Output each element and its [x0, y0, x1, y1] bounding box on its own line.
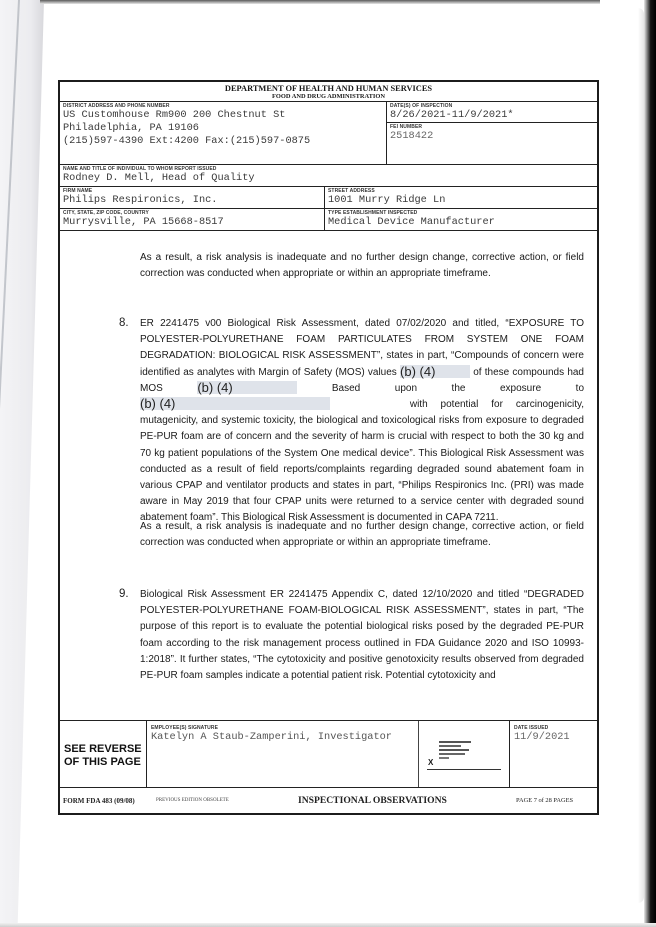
employee-signature-value: Katelyn A Staub-Zamperini, Investigator — [151, 731, 392, 743]
redaction-box-3: (b) (4) — [140, 397, 330, 410]
firm-value: Philips Respironics, Inc. — [63, 194, 218, 206]
fei-value: 2518422 — [390, 130, 434, 142]
recipient-cell — [60, 165, 597, 186]
signature-x-mark: X — [428, 758, 434, 767]
item-8-paragraph — [140, 316, 584, 527]
scan-shadow-right — [644, 0, 656, 927]
inspection-dates-label: DATE(S) OF INSPECTION — [390, 103, 453, 109]
item-8-number: 8. — [119, 317, 129, 329]
redaction-box-1: (b) (4) — [400, 365, 470, 378]
inspection-dates-value: 8/26/2021-11/9/2021* — [390, 109, 514, 121]
district-row — [60, 102, 597, 165]
district-phone: (215)597-4390 Ext:4200 Fax:(215)597-0875 — [63, 135, 311, 147]
signature-line — [427, 769, 501, 770]
district-cell — [60, 102, 386, 164]
date-issued-label: DATE ISSUED — [514, 725, 549, 731]
establishment-label: TYPE ESTABLISHMENT INSPECTED — [328, 210, 418, 216]
item-8-text-a: ER 2241475 v00 Biological Risk Assessment, dated 07/02/2020 and titled, “EXPOSURE TO POLYESTER-POLYURETHANE FOAM PARTICULATES FROM SYSTEM ONE FOAM DEGRADATION: BIOLOGICAL RISK ASSESSMENT”, states in part, “Compounds of concern were identified as analytes with Margin of Safety (MOS) values — [140, 318, 584, 378]
fei-box — [387, 123, 597, 143]
city-row — [60, 209, 597, 231]
agency-title: FOOD AND DRUG ADMINISTRATION — [272, 93, 385, 100]
fda-483-form — [58, 80, 599, 815]
establishment-value: Medical Device Manufacturer — [328, 216, 495, 228]
recipient-value: Rodney D. Mell, Head of Quality — [63, 172, 255, 184]
firm-label: FIRM NAME — [63, 188, 93, 194]
form-header — [60, 82, 597, 102]
district-label: DISTRICT ADDRESS AND PHONE NUMBER — [63, 103, 170, 109]
scan-top-shadow — [40, 0, 600, 4]
item-9-paragraph: Biological Risk Assessment ER 2241475 Appendix C, dated 12/10/2020 and titled “DEGRADED POLYESTER-POLYURETHANE FOAM-BIOLOGICAL RISK ASSESSMENT”, states in part, “The purpose of this report is to evaluate the potential biological risks posed by the degraded PE-PUR foam according to the risk management process outlined in FDA Guidance 2020 and ISO 10993-1:2018”. It further states, “The cytotoxicity and positive genotoxicity results observed from degraded PE-PUR foam samples indicate a potential patient risk. Potential cytotoxicity and — [140, 589, 584, 682]
digital-signature-stamp — [439, 739, 475, 759]
establishment-cell — [324, 209, 597, 230]
form-footer — [60, 788, 597, 813]
firm-row — [60, 187, 597, 209]
employee-signature-label: EMPLOYEE(S) SIGNATURE — [151, 725, 219, 731]
conclusion-paragraph-2: As a result, a risk analysis is inadequate and no further design change, corrective action, or field correction was conducted when appropriate or within an appropriate timeframe. — [140, 521, 584, 549]
city-label: CITY, STATE, ZIP CODE, COUNTRY — [63, 210, 149, 216]
scan-page-edge-left — [0, 0, 44, 927]
street-cell — [324, 187, 597, 208]
city-value: Murrysville, PA 15668-8517 — [63, 216, 224, 228]
item-8-text-c: Based upon the exposure to — [331, 382, 585, 394]
scan-shadow-bottom — [0, 923, 656, 927]
item-8-text-d: with potential for carcinogenicity, mutagenicity, and systemic toxicity, the biological and toxicological risks from exposure to degraded PE-PUR foam are of concern and the severity of harm is crucial with respect to both the 30 kg and 70 kg patient populations of the System One medical device”. This Biological Risk Assessment was conducted as a result of field reports/complaints regarding degraded sound abatement foam in various CPAP and ventilator products and states in part, “Philips Respironics Inc. (PRI) was made aware in May 2019 that four CPAP units were returned to a service center with degraded sound abatement foam”. This Biological Risk Assessment is documented in CAPA 7211. — [140, 399, 585, 524]
department-title: DEPARTMENT OF HEALTH AND HUMAN SERVICES — [224, 84, 433, 93]
page-indicator: PAGE 7 of 28 PAGES — [516, 797, 574, 804]
district-address-line2: Philadelphia, PA 19106 — [63, 122, 199, 134]
date-issued-cell — [510, 721, 597, 787]
redaction-box-2: (b) (4) — [197, 381, 297, 394]
recipient-row — [60, 165, 597, 187]
footer-title: INSPECTIONAL OBSERVATIONS — [298, 795, 447, 806]
digital-signature-box — [419, 721, 510, 787]
item-8-text-b: of these compounds had MOS — [140, 366, 584, 394]
district-address-line1: US Customhouse Rm900 200 Chestnut St — [63, 109, 286, 121]
previous-edition-notice: PREVIOUS EDITION OBSOLETE — [156, 798, 229, 803]
fei-label: FEI NUMBER — [390, 124, 423, 130]
see-reverse-notice: SEE REVERSE OF THIS PAGE — [60, 721, 147, 787]
inspection-info-cell — [386, 102, 597, 164]
street-label: STREET ADDRESS — [328, 188, 375, 194]
conclusion-paragraph-1: As a result, a risk analysis is inadequate and no further design change, corrective action, or field correction was conducted when appropriate or within an appropriate timeframe. — [140, 252, 584, 280]
signature-row — [60, 720, 597, 788]
date-issued-value: 11/9/2021 — [514, 731, 570, 743]
item-9-number: 9. — [119, 588, 129, 600]
employee-signature-cell — [147, 721, 419, 787]
inspection-dates-box — [387, 102, 597, 123]
recipient-label: NAME AND TITLE OF INDIVIDUAL TO WHOM REPORT ISSUED — [63, 166, 217, 172]
form-id: FORM FDA 483 (09/08) — [63, 796, 135, 805]
city-cell — [60, 209, 324, 230]
firm-cell — [60, 187, 324, 208]
street-value: 1001 Murry Ridge Ln — [328, 194, 446, 206]
